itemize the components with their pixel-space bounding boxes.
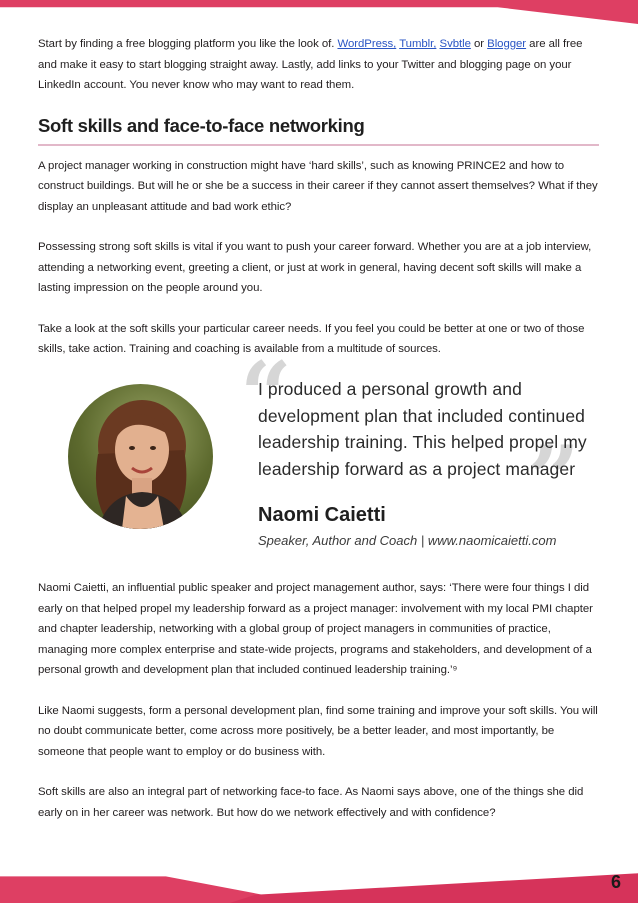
paragraph-naomi-says: Naomi Caietti, an influential public speaker and project management author, says: ‘There were four things I did early on that helped propel my leadership forward as a project manager: involvement with my local PMI chapter and chapter leadership, networking with a global group of project managers in communities of practice, managing more complex enterprise and state-wide projects, programs and stakeholders, and development of a personal growth and development plan that included continued leadership training.’⁹ <box>38 582 593 676</box>
portrait-photo <box>68 384 213 529</box>
portrait-illustration <box>68 384 213 529</box>
link-blogger[interactable]: Blogger <box>487 38 527 50</box>
close-quote-mark: ” <box>528 426 580 532</box>
intro-text-end: are all free and make it easy to start blogging straight away. Lastly, add links to your Twitter and blogging page on your LinkedIn account. You never know who may want to read them. <box>38 38 583 91</box>
open-quote-mark: “ <box>240 342 292 448</box>
paragraph-networking: Soft skills are also an integral part of networking face-to face. As Naomi says above, one of the things she did early on in her career was network. But how do we network effectively and with confidence? <box>38 786 584 819</box>
quote-block <box>68 342 608 557</box>
page-content <box>38 34 600 360</box>
intro-text-start: Start by finding a free blogging platform you like the look of. <box>38 38 338 50</box>
paragraph-take-a-look: Take a look at the soft skills your particular career needs. If you feel you could be better at one or two of those skills, take action. Training and coaching is available from a multitude of sources. <box>38 322 585 355</box>
section-title: Soft skills and face-to-face networking <box>38 114 365 136</box>
page-content-lower <box>38 578 600 823</box>
quote-author: Naomi Caietti <box>258 504 386 526</box>
link-wordpress[interactable]: WordPress, <box>337 38 397 50</box>
intro-paragraph <box>38 34 600 96</box>
quote-text: I produced a personal growth and development plan that included continued leadership training. This helped propel my leadership forward as a project manager <box>258 379 587 479</box>
quote-author-role: Speaker, Author and Coach | www.naomicaietti.com <box>258 533 557 548</box>
or-text: or <box>470 38 488 50</box>
link-svbtle[interactable]: Svbtle <box>439 38 471 50</box>
paragraph-like-naomi: Like Naomi suggests, form a personal development plan, find some training and improve your soft skills. You will no doubt communicate better, come across more positively, be a better leader, and most importantly, be someone that people want to employ or do business with. <box>38 704 598 758</box>
page-number: 6 <box>610 872 621 892</box>
top-accent-band <box>0 0 638 24</box>
section-divider <box>38 144 599 146</box>
paragraph-soft-skills-vital: Possessing strong soft skills is vital if you want to push your career forward. Whether you are at a job interview, attending a networking event, greeting a client, or just at work in general, having decent soft skills will make a lasting impression on the people around you. <box>38 241 592 294</box>
link-tumblr[interactable]: Tumblr, <box>399 38 437 50</box>
paragraph-hard-skills: A project manager working in construction might have ‘hard skills’, such as knowing PRINCE2 and how to construct buildings. But will he or she be a success in their career if they cannot assert themselves? What if they display an unpleasant attitude and bad work ethic? <box>38 159 598 213</box>
